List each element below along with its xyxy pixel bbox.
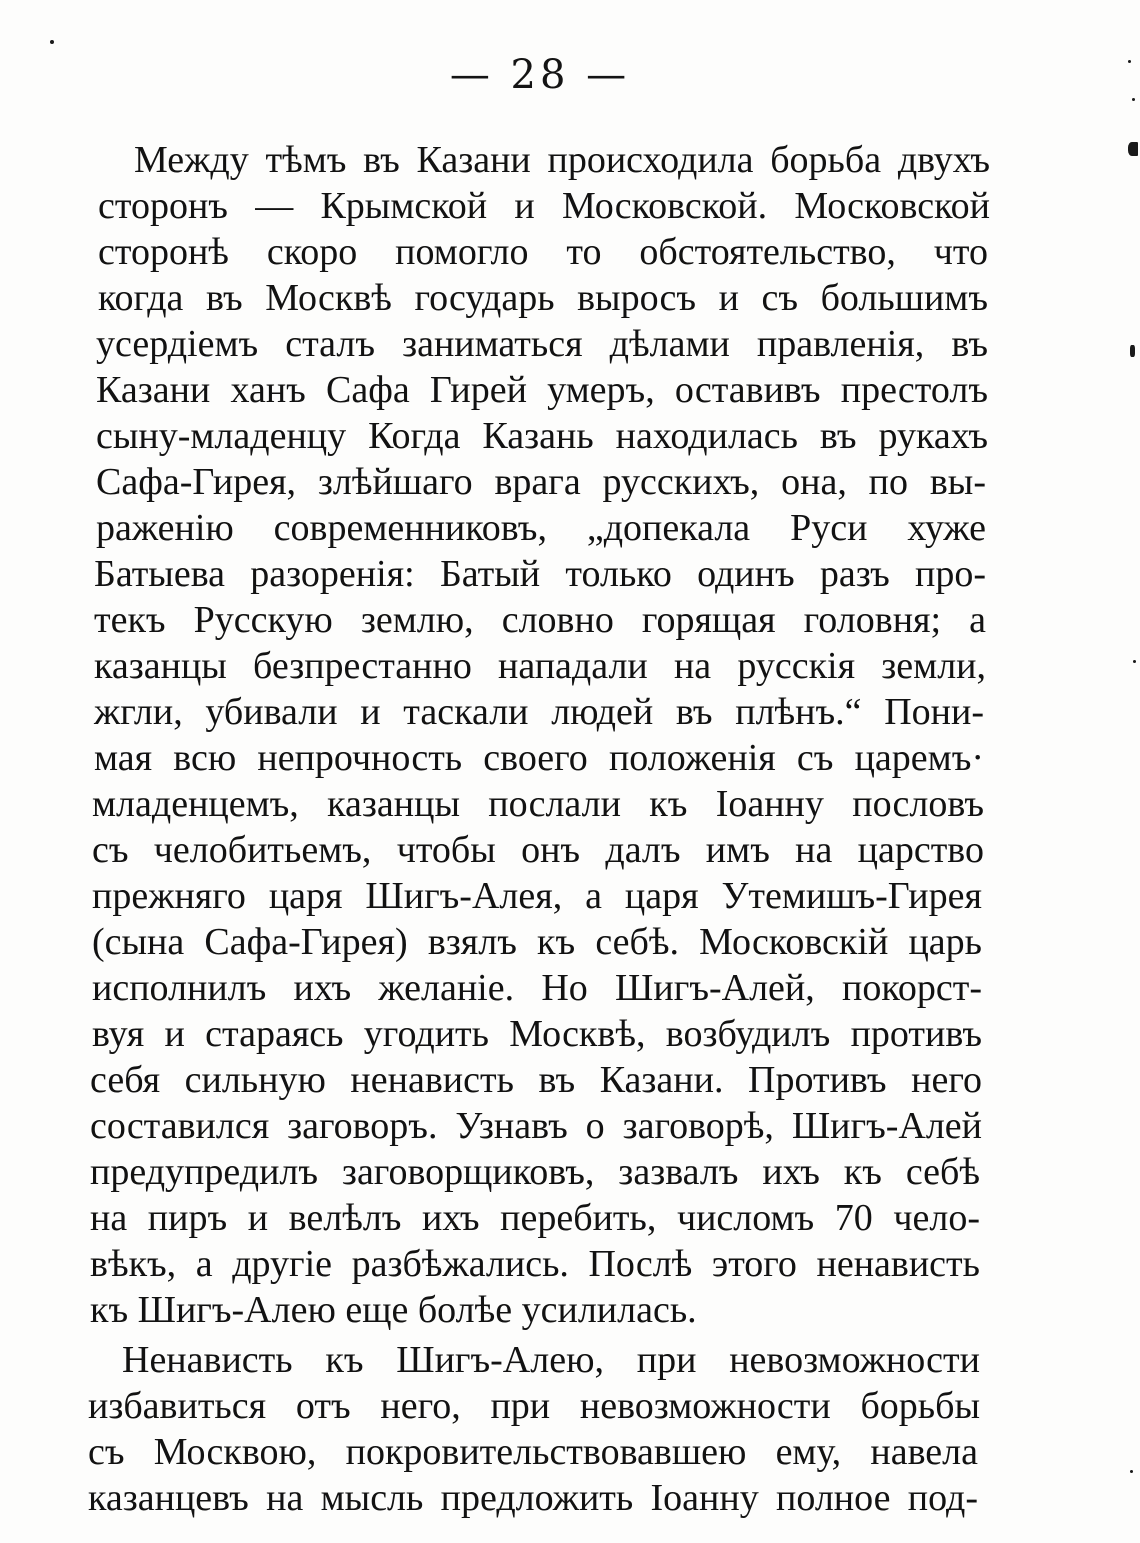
scan-speck	[1130, 345, 1135, 357]
paragraph-1-line-21: себя сильную ненависть въ Казани. Противъ него	[90, 1059, 982, 1101]
paragraph-1-line-10: Батыева разоренія: Батый только одинъ разъ про-	[94, 553, 986, 595]
paragraph-1-line-16: съ челобитьемъ, чтобы онъ далъ имъ на царство	[92, 829, 984, 871]
paragraph-1-line-6: Казани ханъ Сафа Гирей умеръ, оставивъ престолъ	[96, 369, 988, 411]
paragraph-1-line-8: Сафа-Гирея, злѣйшаго врага русскихъ, она, по вы-	[96, 461, 986, 503]
paragraph-2-line-1: Ненависть къ Шигъ-Алею, при невозможности	[122, 1339, 980, 1381]
paragraph-1-line-20: вуя и стараясь угодить Москвѣ, возбудилъ противъ	[92, 1013, 982, 1055]
scan-speck	[1132, 98, 1135, 101]
paragraph-1-line-15: младенцемъ, казанцы послали къ Іоанну пословъ	[92, 783, 984, 825]
paragraph-2-line-2: избавиться отъ него, при невозможности борьбы	[88, 1385, 980, 1427]
paragraph-1-line-25: вѣкъ, а другіе разбѣжались. Послѣ этого ненависть	[90, 1243, 980, 1285]
paragraph-1-line-22: составился заговоръ. Узнавъ о заговорѣ, Шигъ-Алей	[90, 1105, 982, 1147]
page-number: — 28 —	[449, 52, 631, 98]
paragraph-1-line-11: текъ Русскую землю, словно горящая головня; а	[94, 599, 986, 641]
paragraph-1-line-3: сторонѣ скоро помогло то обстоятельство, что	[98, 231, 988, 273]
paragraph-1-line-5: усердіемъ сталъ заниматься дѣлами правленія, въ	[96, 323, 988, 365]
paragraph-1-line-17: прежняго царя Шигъ-Алея, а царя Утемишъ-Гирея	[92, 875, 982, 917]
paragraph-1-line-26: къ Шигъ-Алею еще болѣе усилилась.	[90, 1289, 697, 1331]
paragraph-1-line-19: исполнилъ ихъ желаніе. Но Шигъ-Алей, покорст-	[92, 967, 982, 1009]
paragraph-1-line-1: Между тѣмъ въ Казани происходила борьба двухъ	[134, 139, 990, 181]
paragraph-1-line-12: казанцы безпрестанно нападали на русскія земли,	[94, 645, 986, 687]
scan-speck	[1128, 142, 1138, 156]
paragraph-1-line-23: предупредилъ заговорщиковъ, зазвалъ ихъ къ себѣ	[90, 1151, 980, 1193]
paragraph-1-line-24: на пиръ и велѣлъ ихъ перебить, числомъ 70 чело-	[90, 1197, 980, 1239]
paragraph-1-line-2: сторонъ — Крымской и Московской. Московской	[98, 185, 990, 227]
scan-speck	[1133, 660, 1136, 663]
paragraph-1-line-18: (сына Сафа-Гирея) взялъ къ себѣ. Московскій царь	[92, 921, 982, 963]
paragraph-1-line-13: жгли, убивали и таскали людей въ плѣнъ.“ Пони-	[94, 691, 984, 733]
paragraph-2-line-3: съ Москвою, покровительствовавшею ему, навела	[88, 1431, 978, 1473]
scan-speck	[50, 40, 54, 44]
paragraph-1-line-7: сыну-младенцу Когда Казань находилась въ рукахъ	[96, 415, 988, 457]
paragraph-2-line-4: казанцевъ на мысль предложить Іоанну полное под-	[88, 1477, 978, 1519]
paragraph-1-line-9: раженію современниковъ, „допекала Руси хуже	[96, 507, 986, 549]
paragraph-1-line-14: мая всю непрочность своего положенія съ царемъ·	[94, 737, 984, 779]
scan-speck	[1128, 60, 1131, 63]
paragraph-1-line-4: когда въ Москвѣ государь выросъ и съ большимъ	[98, 277, 988, 319]
scan-speck	[1130, 1470, 1133, 1473]
